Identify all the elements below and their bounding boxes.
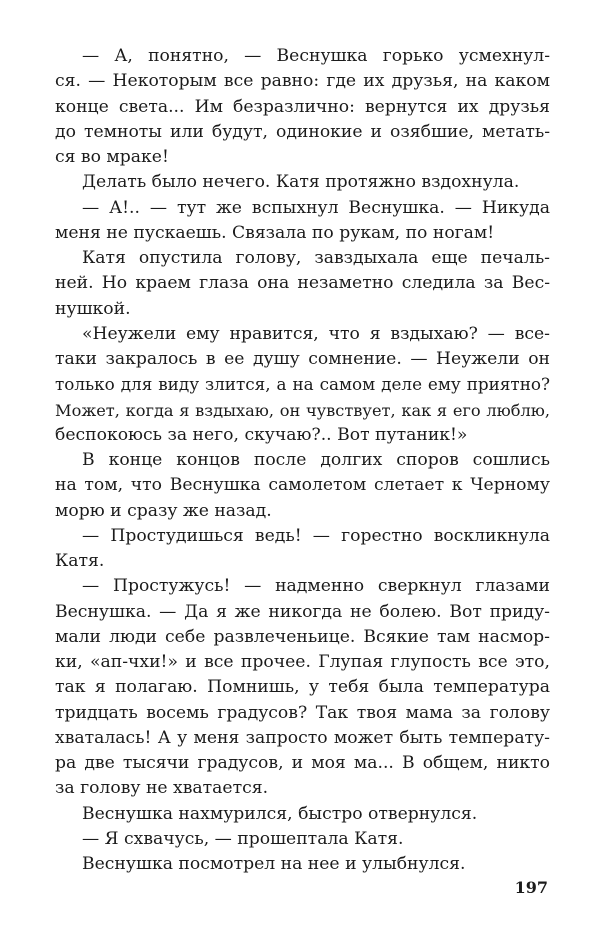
text-line: так я полагаю. Помнишь, у тебя была температура [55,677,550,698]
text-line: Веснушка посмотрел на нее и улыбнулся. [82,854,466,874]
text-line: только для виду злится, а на самом деле ему приятно? [55,374,550,395]
text-line: В конце концов после долгих споров сошлись [82,450,550,470]
text-line: до темноты или будут, одинокие и озябшие, метать- [55,121,550,142]
text-line: ся во мраке! [55,147,169,167]
text-line: ки, «ап-чхи!» и все прочее. Глупая глупость все это, [55,652,550,672]
text-line: конце света... Им безразлично: вернутся их друзья [55,96,550,117]
text-line: ся. — Некоторым все равно: где их друзья, на каком [55,71,550,92]
text-line: — Простудишься ведь! — горестно воскликнула [82,525,550,546]
text-line: «Неужели ему нравится, что я вздыхаю? — все- [82,323,550,344]
text-line: — Простужусь! — надменно сверкнул глазами [82,576,550,597]
text-line: Катя. [55,551,105,571]
text-line: таки закралось в ее душу сомнение. — Неужели он [55,349,550,369]
text-line: мали люди себе развлеченьице. Всякие там насмор- [55,626,550,647]
text-line: на том, что Веснушка самолетом слетает к Черному [55,475,550,496]
text-line: — А, понятно, — Веснушка горько усмехнул- [82,46,550,66]
text-line: Веснушка нахмурился, быстро отвернулся. [82,803,478,824]
text-line: за голову не хватается. [55,778,269,799]
text-line: — А!.. — тут же вспыхнул Веснушка. — Никуда [82,197,550,218]
text-line: — Я схвачусь, — прошептала Катя. [82,828,404,849]
text-line: тридцать восемь градусов? Так твоя мама за голову [55,702,550,723]
text-line: ней. Но краем глаза она незаметно следила за Вес- [55,273,550,294]
text-line: хваталась! А у меня запросто может быть температу- [55,727,550,748]
text-line: ра две тысячи градусов, и моя ма... В общем, никто [55,753,550,773]
text-line: морю и сразу же назад. [55,500,272,521]
text-line: Делать было нечего. Катя протяжно вздохнула. [82,172,520,193]
text-line: беспокоюсь за него, скучаю?.. Вот путаник!» [55,424,468,445]
text-line: меня не пускаешь. Связала по рукам, по ногам! [55,222,495,243]
text-line: нушкой. [55,298,131,319]
body-text [55,44,550,877]
text-line: Может, когда я вздыхаю, он чувствует, как я его люблю, [55,400,550,420]
text-line: Катя опустила голову, завздыхала еще печаль- [82,248,550,268]
text-line: Веснушка. — Да я же никогда не болею. Вот приду- [55,601,550,622]
page-number: 197 [514,878,548,897]
